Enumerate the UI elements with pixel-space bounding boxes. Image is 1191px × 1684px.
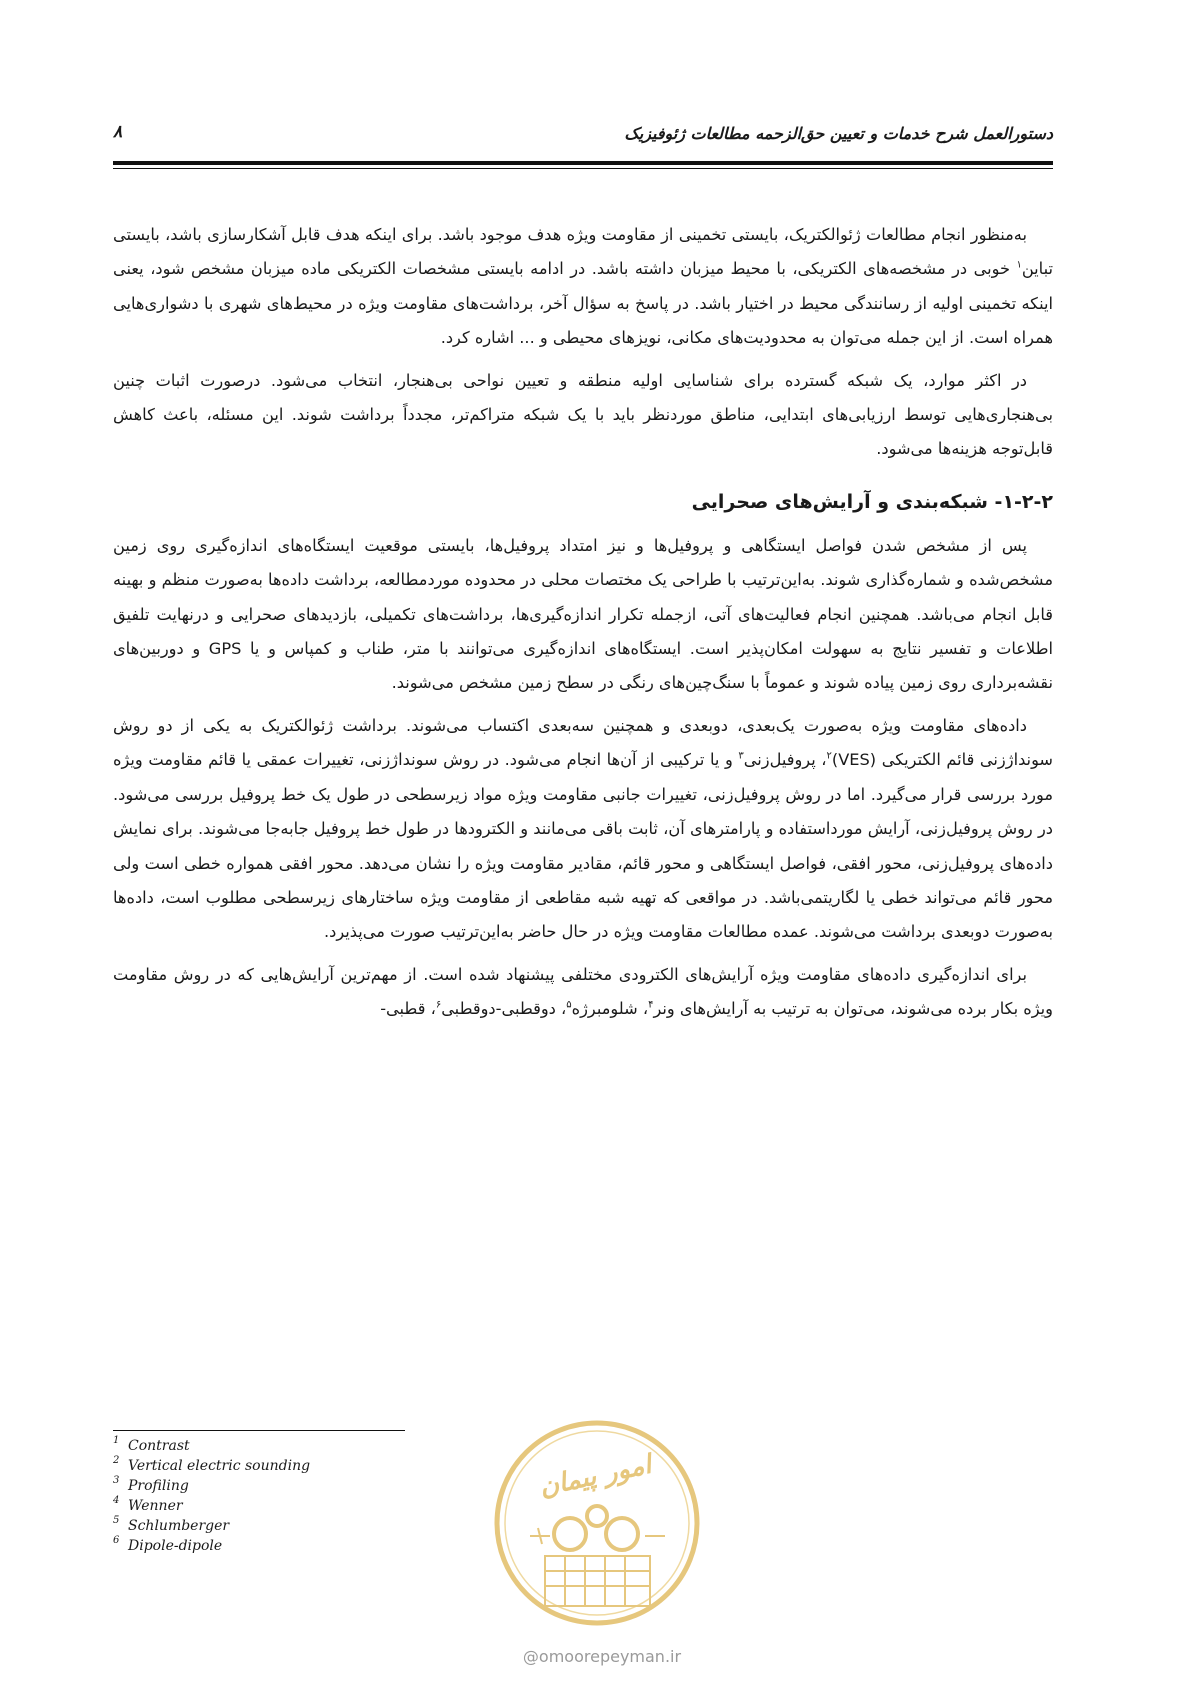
footnote-ref: ۵ — [566, 999, 572, 1011]
omoore-peyman-logo — [490, 1416, 705, 1631]
paragraph: پس از مشخص شدن فواصل ایستگاهی و پروفیل‌ها و نیز امتداد پروفیل‌ها، بایستی موقعیت ایستگاه‌های اندازه‌گیری روی زمین مشخص‌شده و شماره‌گذاری شوند. به‌این‌ترتیب با طراحی یک مختصات محلی در محدوده موردمطالعه، برداشت داده‌ها به‌صورت منظم و بهینه قابل انجام می‌باشد. همچنین انجام فعالیت‌های آتی، ازجمله تکرار اندازه‌گیری‌ها، برداشت‌های تکمیلی، بازدیدهای صحرایی و درنهایت تلفیق اطلاعات و تفسیر نتایج به سهولت امکان‌پذیر است. ایستگاه‌های اندازه‌گیری می‌توانند با متر، طناب و کمپاس و یا GPS و دوربین‌های نقشه‌برداری روی زمین پیاده شوند و عموماً با سنگ‌چین‌های رنگی در سطح زمین مشخص می‌شوند. — [113, 535, 1053, 693]
footnote-ref: ۱ — [1016, 260, 1022, 272]
page-number: ۸ — [113, 122, 123, 142]
footnote: 1 Contrast — [113, 1435, 190, 1454]
section-heading: ۱-۲-۲- شبکه‌بندی و آرایش‌های صحرایی — [691, 490, 1053, 513]
page-header — [113, 120, 1053, 150]
footnote: 5 Schlumberger — [113, 1515, 230, 1534]
paragraph: داده‌های مقاومت ویژه به‌صورت یک‌بعدی، دوبعدی و همچنین سه‌بعدی اکتساب می‌شوند. برداشت ژئوالکتریک به یکی از دو روش سونداژزنی قائم الکتریکی (VES)$^۲$، پروفیل‌زنی$^۳$ و یا ترکیبی از آن‌ها انجام می‌شود. در روش سونداژزنی، تغییرات عمقی یا قائم مقاومت ویژه مورد بررسی قرار می‌گیرد. اما در روش پروفیل‌زنی، تغییرات جانبی مقاومت ویژه مواد زیرسطحی در طول یک خط پروفیل بررسی می‌شود. در روش پروفیل‌زنی، آرایش مورداستفاده و پارامترهای آن، ثابت باقی می‌مانند و الکترودها در طول خط پروفیل جابه‌جا می‌شوند. برای نمایش داده‌های پروفیل‌زنی، محور افقی، فواصل ایستگاهی و محور قائم، مقادیر مقاومت ویژه را نشان می‌دهد. محور افقی همواره خطی است ولی محور قائم می‌تواند خطی یا لگاریتمی‌باشد. در مواقعی که تهیه شبه مقاطعی از مقاومت ویژه ساختارهای زیرسطحی مطلوب است، داده‌ها به‌صورت دوبعدی برداشت می‌شوند. عمده مطالعات مقاومت ویژه در حال حاضر به‌این‌ترتیب صورت می‌پذیرد. — [113, 715, 1053, 942]
website-watermark: @omoorepeyman.ir — [522, 1647, 682, 1666]
header-rule-thick — [113, 161, 1053, 165]
paragraph: در اکثر موارد، یک شبکه گسترده برای شناسایی اولیه منطقه و تعیین نواحی بی‌هنجار، انتخاب می‌شود. درصورت اثبات چنین بی‌هنجاری‌هایی توسط ارزیابی‌های ابتدایی، مناطق موردنظر باید با یک شبکه متراکم‌تر، مجدداً برداشت شوند. این مسئله، باعث کاهش قابل‌توجه هزینه‌ها می‌شود. — [113, 370, 1053, 459]
paragraph: برای اندازه‌گیری داده‌های مقاومت ویژه آرایش‌های الکترودی مختلفی پیشنهاد شده است. از مهم‌ترین آرایش‌هایی که در روش مقاومت ویژه بکار برده می‌شوند، می‌توان به ترتیب به آرایش‌های ونر$^۴$، شلومبرژه$^۵$، دوقطبی-دوقطبی$^۶$، قطبی- — [113, 964, 1053, 1019]
footnote-ref: ۴ — [648, 999, 654, 1011]
footnote-ref: ۲ — [826, 750, 832, 762]
footnote: 4 Wenner — [113, 1495, 183, 1514]
footnote-rule — [113, 1430, 405, 1431]
footnote-ref: ۳ — [738, 750, 744, 762]
paragraph: به‌منظور انجام مطالعات ژئوالکتریک، بایستی تخمینی از مقاومت ویژه هدف موجود باشد. برای اینکه هدف قابل آشکارسازی باشد، بایستی تباین$^۱$ خوبی در مشخصه‌های الکتریکی، با محیط میزبان داشته باشد. در ادامه بایستی مشخصات الکتریکی ماده میزبان مشخص شود، یعنی اینکه تخمینی اولیه از رسانندگی محیط در اختیار باشد. در پاسخ به سؤال آخر، برداشت‌های مقاومت ویژه در محیط‌های شهری با دشواری‌هایی همراه است. از این جمله می‌توان به محدودیت‌های مکانی، نویزهای محیطی و ... اشاره کرد. — [113, 225, 1053, 348]
footnotes — [113, 1436, 493, 1556]
footnote: 6 Dipole-dipole — [113, 1535, 223, 1554]
footnote: 3 Profiling — [113, 1475, 189, 1494]
logo-text: امور پیمان — [536, 1449, 654, 1503]
footnote-ref: ۶ — [435, 999, 442, 1011]
running-title: دستورالعمل شرح خدمات و تعیین حق‌الزحمه مطالعات ژئوفیزیک — [624, 124, 1053, 143]
footnote: 2 Vertical electric sounding — [113, 1455, 311, 1474]
body-text — [113, 218, 1053, 1027]
header-rule-thin — [113, 168, 1053, 169]
